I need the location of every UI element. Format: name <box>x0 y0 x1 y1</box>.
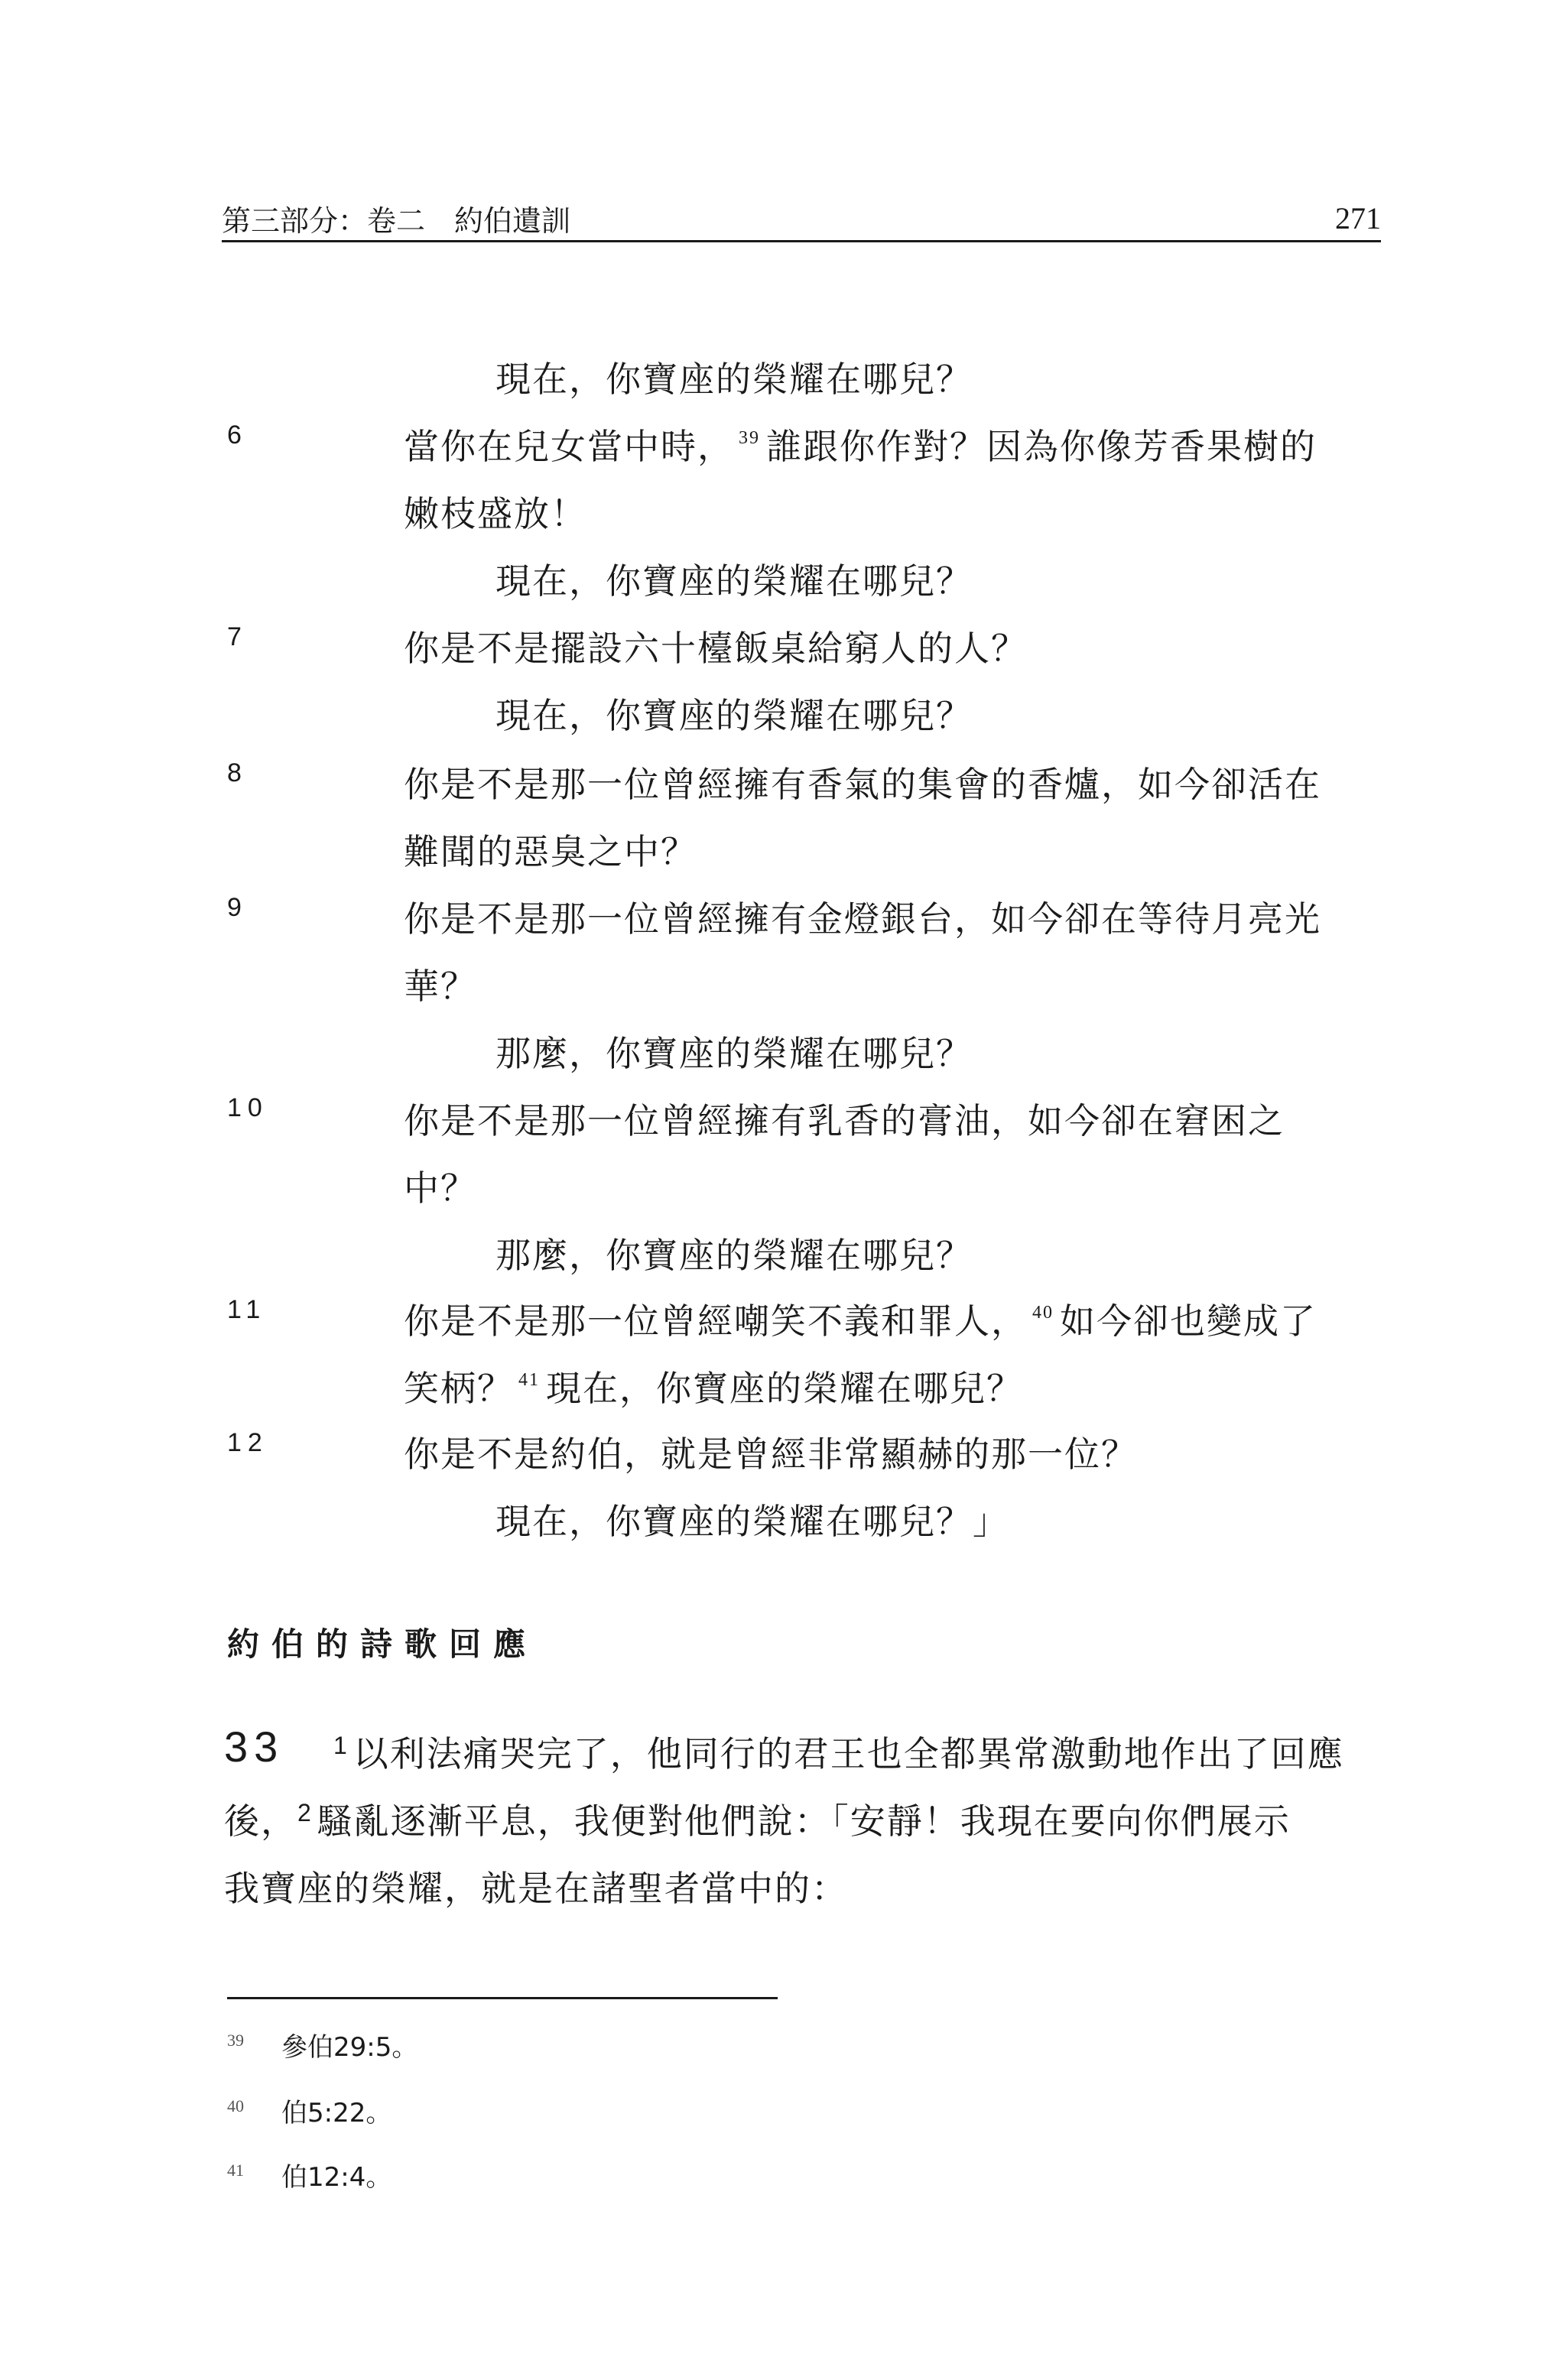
poem-refrain: 那麼，你寶座的榮耀在哪兒？ <box>495 1235 973 1276</box>
paragraph-line: 我寶座的榮耀，就是在諸聖者當中的： <box>224 1868 848 1909</box>
footnote-ref: 41 <box>518 1370 540 1390</box>
footnote-text: 伯12:4。 <box>281 2162 392 2193</box>
section-heading: 約伯的詩歌回應 <box>227 1625 538 1663</box>
footnote-text: 參伯29:5。 <box>281 2032 418 2063</box>
poem-line-text: 你是不是那一位曾經嘲笑不義和罪人， <box>404 1300 1028 1342</box>
verse-number: 11 <box>227 1295 267 1324</box>
verse-number: 7 <box>227 622 242 651</box>
poem-line-text: 現在，你寶座的榮耀在哪兒？ <box>546 1368 1023 1409</box>
poem-refrain: 現在，你寶座的榮耀在哪兒？ <box>495 695 973 736</box>
verse-number: 10 <box>227 1093 268 1122</box>
header-rule <box>222 240 1381 242</box>
paragraph-text: 以利法痛哭完了，他同行的君王也全都異常激動地作出了回應 <box>353 1733 1344 1774</box>
poem-refrain: 現在，你寶座的榮耀在哪兒？ <box>495 560 973 602</box>
poem-refrain: 那麼，你寶座的榮耀在哪兒？ <box>495 1033 973 1074</box>
poem-line: 華？ <box>404 966 477 1007</box>
poem-line-text: 誰跟你作對？因為你像芳香果樹的 <box>766 426 1317 467</box>
poem-line: 你是不是那一位曾經擁有香氣的集會的香爐，如今卻活在 <box>404 764 1321 805</box>
verse-number: 2 <box>297 1799 313 1826</box>
poem-line-text: 當你在兒女當中時， <box>404 426 734 467</box>
verse-number: 12 <box>227 1428 268 1457</box>
paragraph-text: 後， <box>224 1800 297 1842</box>
poem-line: 中？ <box>404 1167 477 1209</box>
poem-line: 你是不是那一位曾經擁有乳香的膏油，如今卻在窘困之 <box>404 1100 1285 1141</box>
footnote-ref: 40 <box>1032 1303 1054 1323</box>
poem-line: 難聞的惡臭之中？ <box>404 831 697 872</box>
verse-number: 1 <box>333 1732 349 1759</box>
chapter-number: 33 <box>224 1722 284 1771</box>
poem-line: 你是不是約伯，就是曾經非常顯赫的那一位？ <box>404 1434 1138 1475</box>
poem-line <box>404 1361 1023 1411</box>
verse-number: 6 <box>227 420 242 450</box>
footnote-text: 伯5:22。 <box>281 2098 392 2128</box>
poem-line <box>404 419 1317 469</box>
footnote-mark: 41 <box>227 2161 244 2180</box>
poem-line: 你是不是擺設六十檯飯桌給窮人的人？ <box>404 628 1028 669</box>
poem-line-text: 如今卻也變成了 <box>1060 1300 1317 1342</box>
poem-line-text: 笑柄？ <box>404 1368 514 1409</box>
poem-refrain: 現在，你寶座的榮耀在哪兒？」 <box>495 1501 1009 1542</box>
page-number: 271 <box>1335 201 1381 235</box>
poem-refrain: 現在，你寶座的榮耀在哪兒？ <box>495 359 973 400</box>
footnote-mark: 40 <box>227 2096 244 2115</box>
paragraph-line <box>333 1726 1344 1777</box>
footnote-mark: 39 <box>227 2031 244 2050</box>
verse-number: 9 <box>227 893 242 922</box>
paragraph-line <box>224 1794 1291 1844</box>
footnote-ref: 39 <box>739 428 760 448</box>
poem-line: 嫩枝盛放！ <box>404 493 587 534</box>
verse-number: 8 <box>227 758 242 787</box>
poem-line <box>404 1294 1317 1344</box>
footnote-rule <box>227 1997 778 1999</box>
running-header: 第三部分：卷二 約伯遺訓 <box>222 204 571 238</box>
poem-line: 你是不是那一位曾經擁有金燈銀台，如今卻在等待月亮光 <box>404 898 1321 940</box>
paragraph-text: 騷亂逐漸平息，我便對他們說：「安靜！我現在要向你們展示 <box>317 1800 1291 1842</box>
